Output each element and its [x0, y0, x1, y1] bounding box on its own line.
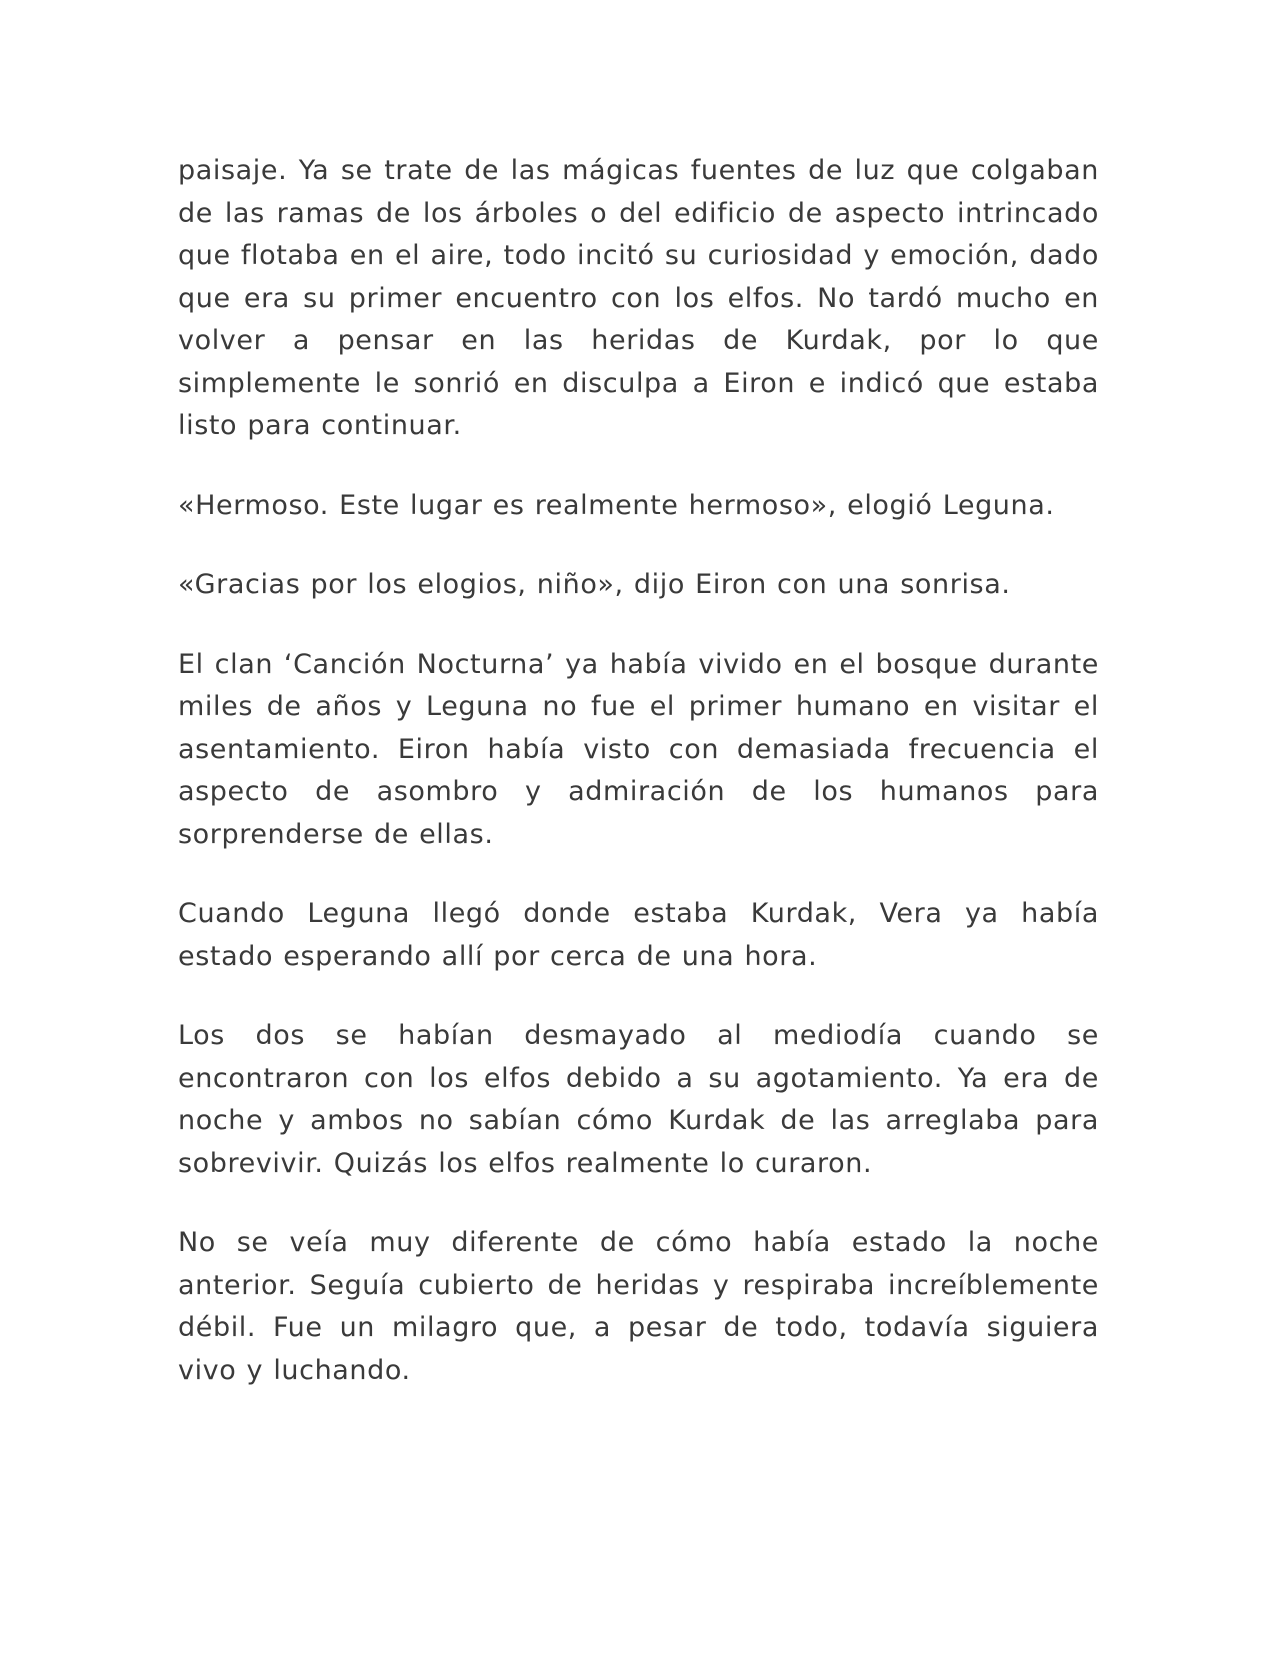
paragraph: No se veía muy diferente de cómo había estado la noche anterior. Seguía cubierto de heridas y respiraba increíblemente débil. Fue un milagro que, a pesar de todo, todavía siguiera vivo y luchando.: [178, 1227, 1099, 1386]
document-body: [178, 150, 1099, 1429]
paragraph: Los dos se habían desmayado al mediodía cuando se encontraron con los elfos debido a su agotamiento. Ya era de noche y ambos no sabían cómo Kurdak de las arreglaba para sobrevivir. Quizás los elfos realmente lo curaron.: [178, 1020, 1099, 1179]
paragraph: «Hermoso. Este lugar es realmente hermoso», elogió Leguna.: [178, 489, 1055, 521]
paragraph: El clan ‘Canción Nocturna’ ya había vivido en el bosque durante miles de años y Leguna no fue el primer humano en visitar el asentamiento. Eiron había visto con demasiada frecuencia el aspecto de asombro y admiración de los humanos para sorprenderse de ellas.: [178, 648, 1099, 850]
paragraph: paisaje. Ya se trate de las mágicas fuentes de luz que colgaban de las ramas de los árboles o del edificio de aspecto intrincado que flotaba en el aire, todo incitó su curiosidad y emoción, dado que era su primer encuentro con los elfos. No tardó mucho en volver a pensar en las heridas de Kurdak, por lo que simplemente le sonrió en disculpa a Eiron e indicó que estaba listo para continuar.: [178, 155, 1099, 441]
paragraph: Cuando Leguna llegó donde estaba Kurdak, Vera ya había estado esperando allí por cerca de una hora.: [178, 898, 1099, 972]
paragraph: «Gracias por los elogios, niño», dijo Eiron con una sonrisa.: [178, 569, 1011, 600]
